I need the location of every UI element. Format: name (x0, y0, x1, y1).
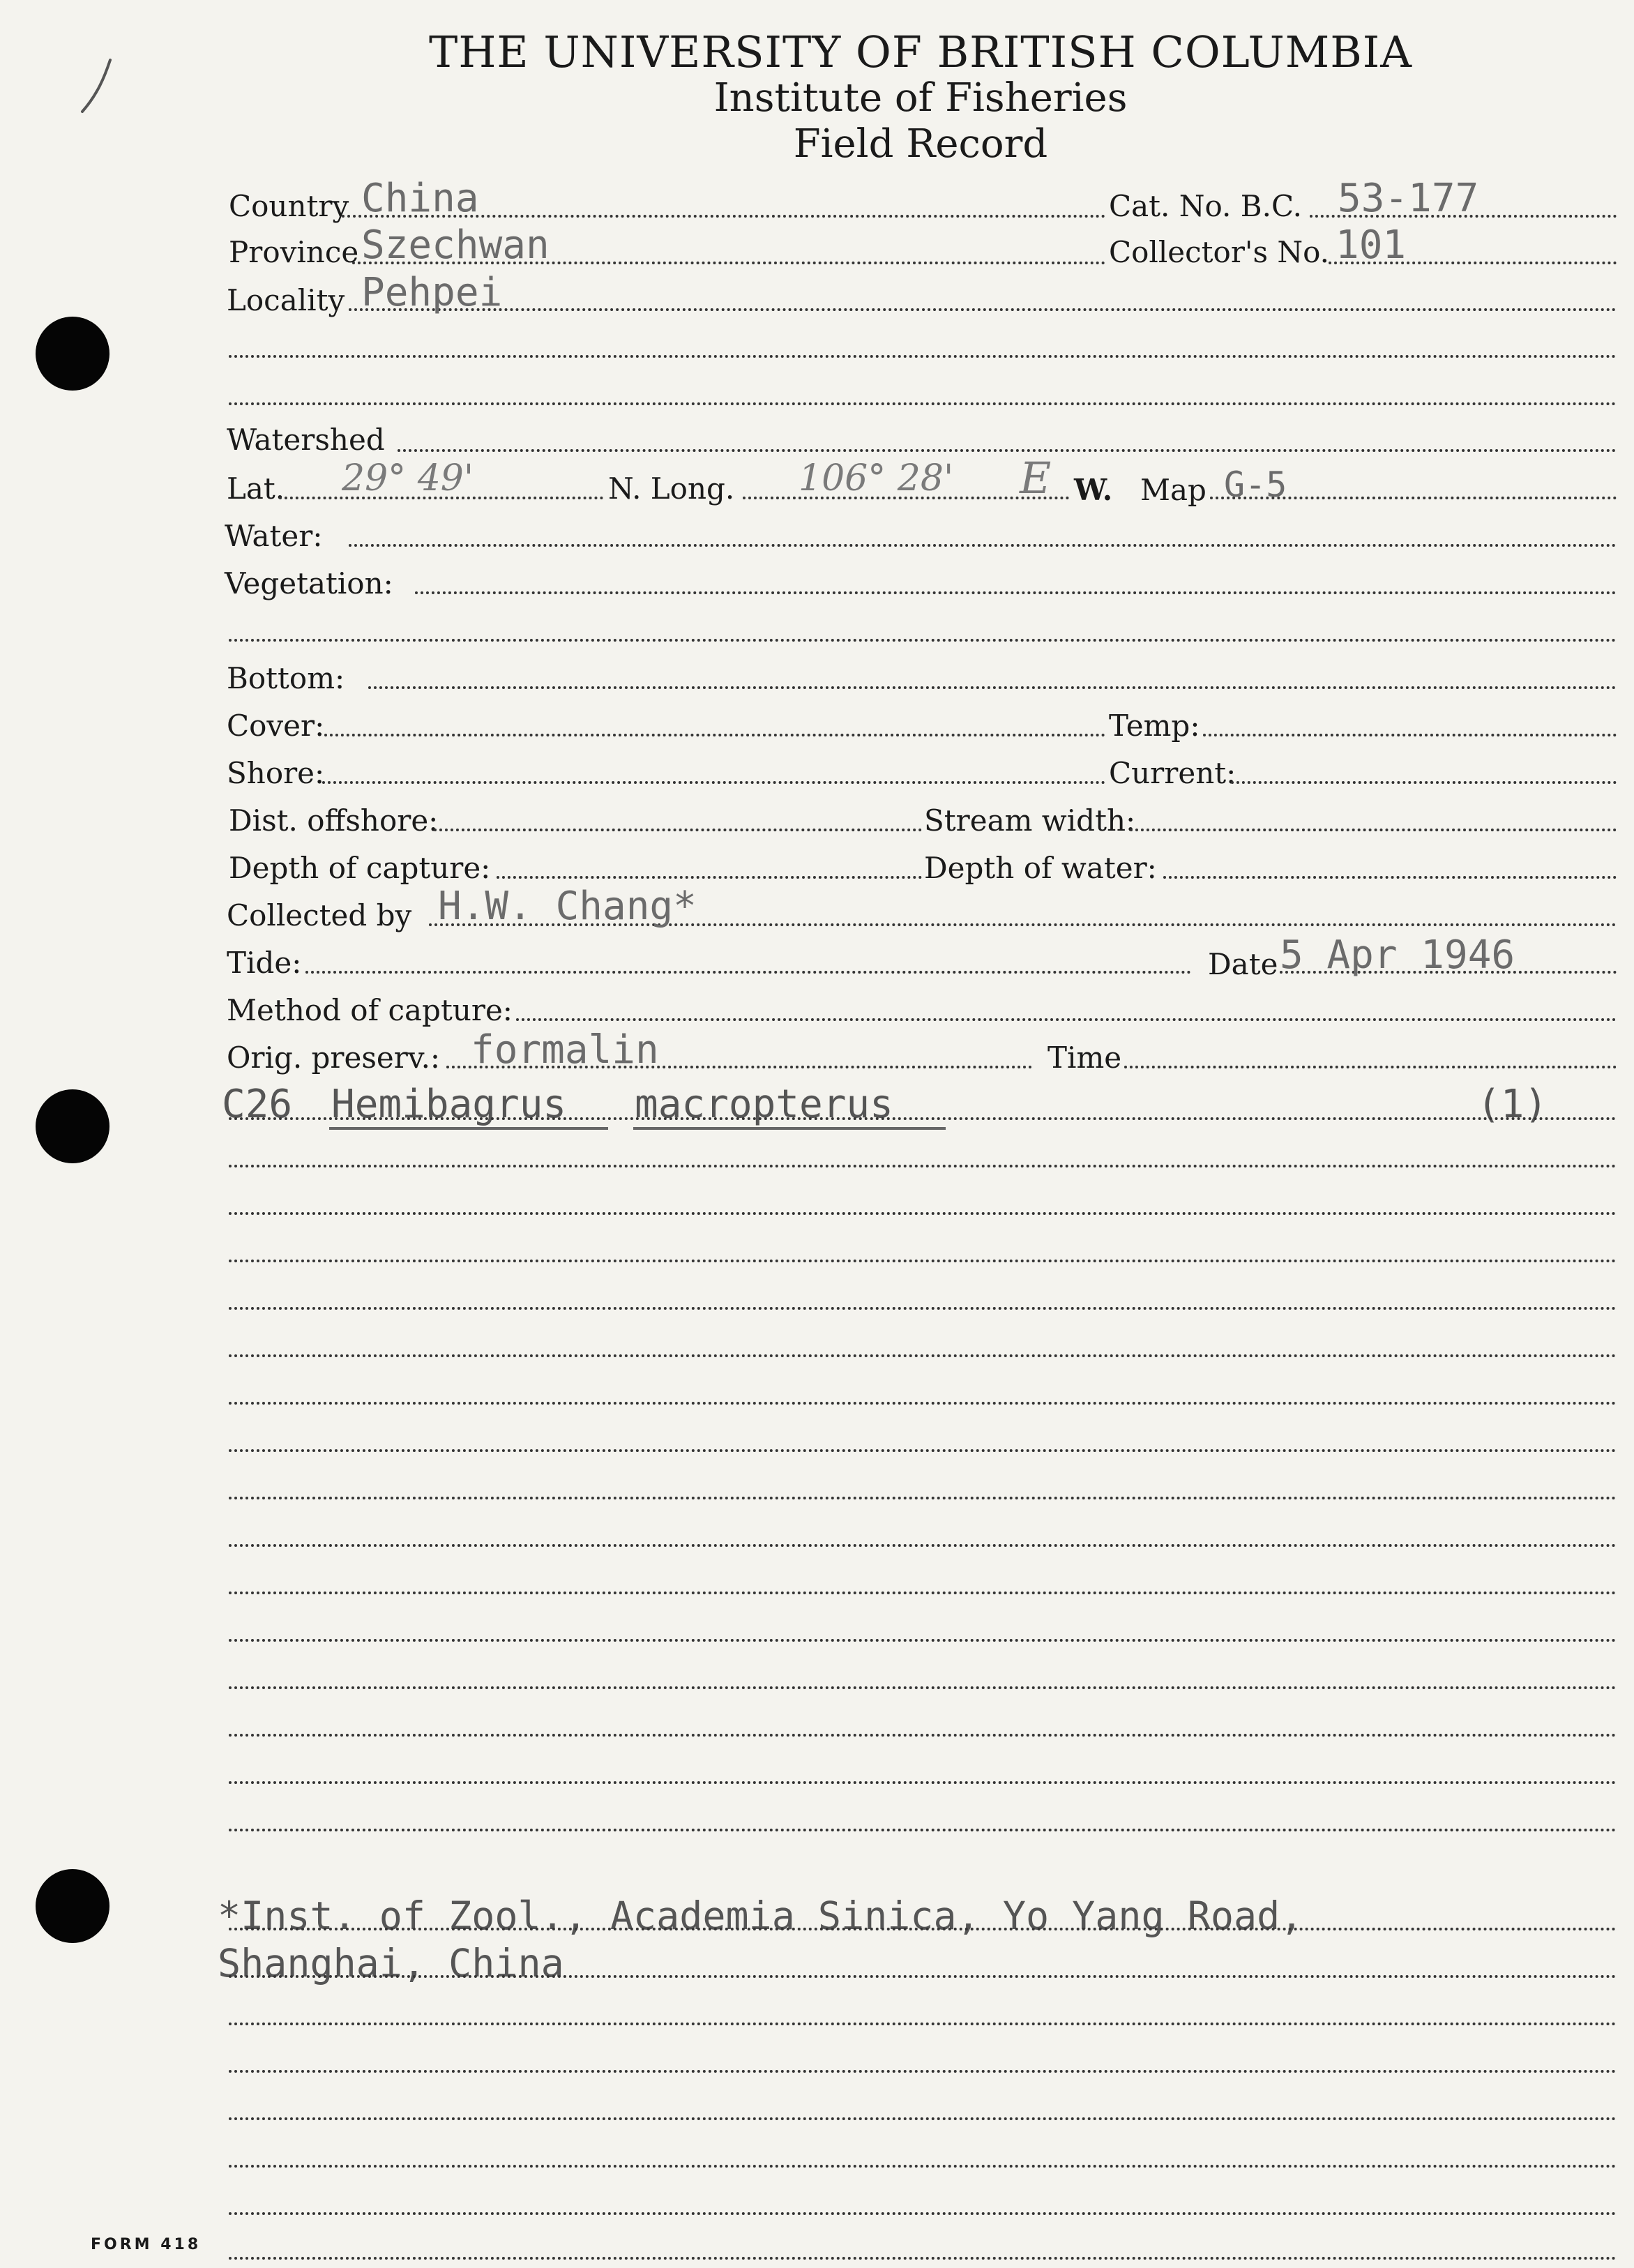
ruled-line (229, 1639, 1617, 1642)
tide-label: Tide: (227, 946, 302, 980)
cat-no-label: Cat. No. B.C. (1109, 189, 1302, 223)
locality-value: Pehpei (361, 270, 503, 315)
water-line (349, 544, 1617, 547)
punch-hole-middle (36, 1089, 109, 1163)
dist-offshore-line (434, 829, 922, 831)
locality-line-2 (229, 355, 1617, 358)
temp-line (1203, 734, 1617, 736)
vegetation-line (415, 591, 1617, 594)
record-title: Field Record (793, 121, 1048, 167)
ruled-line (229, 1829, 1617, 1831)
ruled-line (229, 2257, 1617, 2260)
depth-water-line (1163, 876, 1617, 879)
ruled-line (229, 2212, 1617, 2215)
stream-width-label: Stream width: (924, 803, 1136, 838)
water-label: Water: (225, 519, 323, 553)
ruled-line (229, 2165, 1617, 2168)
n-long-label: N. Long. (608, 471, 735, 506)
country-value: China (361, 176, 479, 221)
bottom-label: Bottom: (227, 661, 345, 695)
country-label: Country (229, 189, 349, 223)
ruled-line (229, 1354, 1617, 1357)
footnote-rule-1 (229, 1928, 1617, 1930)
date-label: Date (1208, 947, 1278, 981)
specimen-line (229, 1117, 1617, 1120)
long-value: 106° 28' (799, 458, 954, 499)
orig-preserv-value: formalin (471, 1027, 659, 1073)
date-value: 5 Apr 1946 (1280, 932, 1515, 978)
cat-no-value: 53-177 (1338, 176, 1479, 221)
collectors-no-label: Collector's No. (1109, 235, 1330, 269)
ruled-line (229, 1544, 1617, 1547)
cover-line (324, 734, 1105, 736)
tide-line (305, 971, 1191, 974)
time-line (1124, 1066, 1617, 1068)
ruled-line (229, 1260, 1617, 1262)
locality-line-3 (229, 402, 1617, 405)
ruled-line (229, 1686, 1617, 1689)
footnote-line-2: Shanghai, China (218, 1941, 564, 1986)
species-underline (633, 1127, 946, 1130)
specimen-count: (1) (1477, 1082, 1548, 1127)
collectors-no-value: 101 (1336, 222, 1407, 268)
vegetation-label: Vegetation: (225, 566, 393, 600)
orig-preserv-label: Orig. preserv.: (227, 1041, 441, 1075)
form-number: FORM 418 (91, 2236, 202, 2253)
ruled-line (229, 1165, 1617, 1167)
method-line (516, 1018, 1617, 1021)
depth-water-label: Depth of water: (924, 851, 1157, 885)
punch-hole-top (36, 317, 109, 391)
time-label: Time (1047, 1041, 1122, 1075)
ruled-line (229, 1212, 1617, 1215)
method-label: Method of capture: (227, 993, 513, 1027)
cover-label: Cover: (227, 709, 325, 743)
watershed-label: Watershed (227, 423, 385, 457)
ruled-line (229, 1449, 1617, 1452)
specimen-code: C26 (222, 1082, 293, 1127)
current-line (1231, 781, 1617, 784)
ruled-line (229, 1781, 1617, 1784)
punch-hole-bottom (36, 1869, 109, 1943)
lat-label: Lat. (227, 471, 285, 506)
bottom-line (368, 686, 1617, 689)
temp-label: Temp: (1109, 709, 1200, 743)
stream-width-line (1130, 829, 1617, 831)
current-label: Current: (1109, 756, 1236, 790)
province-label: Province (229, 235, 359, 269)
genus-underline (329, 1127, 608, 1130)
footnote-line-1: *Inst. of Zool., Academia Sinica, Yo Yang Road, (218, 1893, 1303, 1938)
specimen-species: macropterus (635, 1082, 893, 1127)
dist-offshore-label: Dist. offshore: (229, 803, 439, 838)
watershed-line (398, 449, 1617, 452)
locality-label: Locality (227, 283, 345, 317)
university-title: THE UNIVERSITY OF BRITISH COLUMBIA (428, 27, 1413, 77)
vegetation-line-2 (229, 639, 1617, 642)
map-label: Map (1140, 473, 1206, 507)
ruled-line (229, 2023, 1617, 2025)
province-value: Szechwan (361, 222, 550, 268)
institute-title: Institute of Fisheries (713, 75, 1128, 121)
depth-capture-line (497, 876, 922, 879)
shore-line (322, 781, 1105, 784)
specimen-genus: Hemibagrus (331, 1082, 567, 1127)
footnote-rule-2 (229, 1975, 1617, 1978)
ruled-line (229, 1497, 1617, 1499)
ruled-line (229, 2117, 1617, 2120)
map-value: G-5 (1224, 464, 1287, 505)
w-label: W. (1074, 473, 1113, 507)
collected-by-value: H.W. Chang* (438, 884, 697, 929)
lat-value: 29° 49' (342, 458, 474, 499)
shore-label: Shore: (227, 756, 325, 790)
ruled-line (229, 1307, 1617, 1310)
ruled-line (229, 1734, 1617, 1737)
depth-capture-label: Depth of capture: (229, 851, 491, 885)
ruled-line (229, 2070, 1617, 2073)
locality-line (349, 308, 1617, 311)
collected-by-label: Collected by (227, 898, 412, 932)
ruled-line (229, 1592, 1617, 1594)
ruled-line (229, 1402, 1617, 1405)
long-direction-value: E (1020, 453, 1052, 504)
